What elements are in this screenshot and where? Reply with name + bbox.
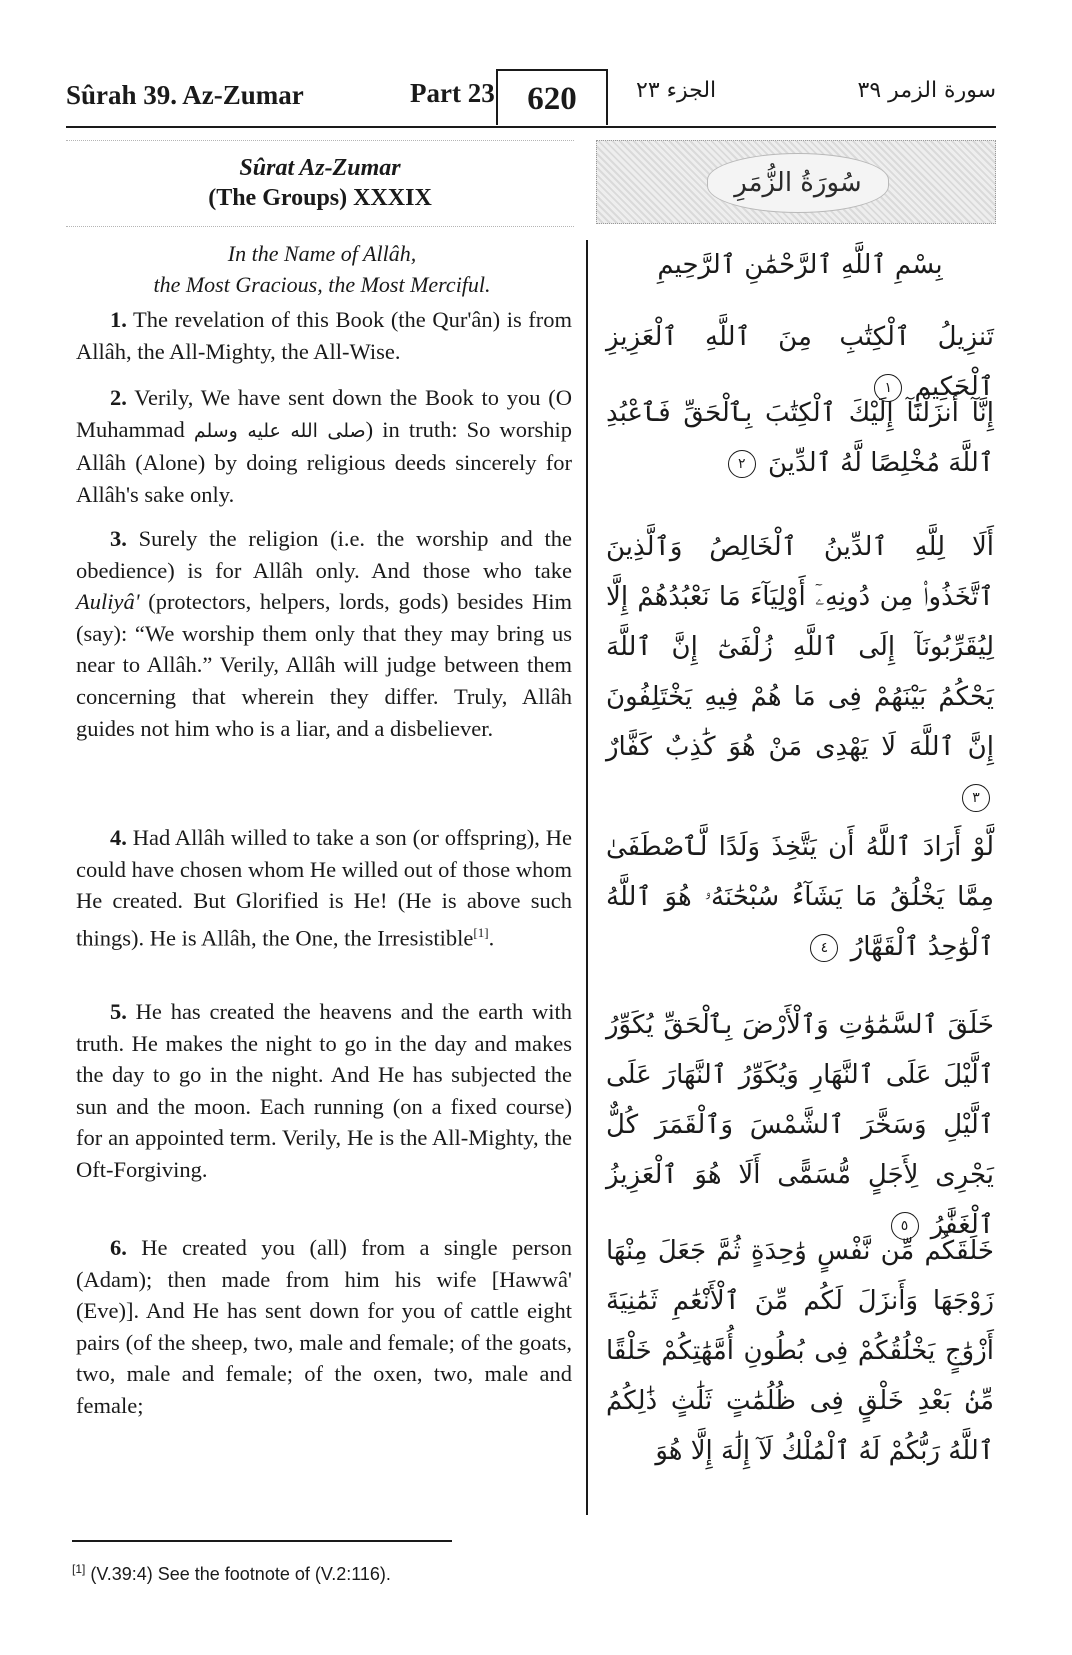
verse-text: The revelation of this Book (the Qur'ân) is from Allâh, the All-Mighty, the All-Wise.	[76, 307, 573, 364]
inline-arabic-salutation: صلى الله عليه وسلم	[193, 419, 366, 442]
verse-end-marker: ٣	[962, 784, 990, 812]
verse-number: 3.	[110, 526, 127, 551]
header-rule	[66, 126, 996, 128]
arabic-verse-text: إِنَّآ أَنزَلْنَآ إِلَيْكَ ٱلْكِتَٰبَ بِٱلْحَقِّ فَٱعْبُدِ ٱللَّهَ مُخْلِصًا لَّهُ ٱلدِّينَ	[606, 398, 994, 478]
verse-5-arabic	[606, 1000, 994, 1250]
verse-text-a: Verily, We have sent down the Book to you (O Muhammad	[76, 385, 573, 442]
footnote-marker: [1]	[72, 1562, 86, 1576]
arabic-verse-text: خَلَقَ ٱلسَّمَٰوَٰتِ وَٱلْأَرْضَ بِٱلْحَقِّ يُكَوِّرُ ٱلَّيْلَ عَلَى ٱلنَّهَارِ وَيُكَوِّرُ ٱلنَّهَارَ عَلَى ٱلَّيْلِ وَسَخَّرَ ٱلشَّمْسَ وَٱلْقَمَرَ كُلٌّ يَجْرِى لِأَجَلٍ مُّسَمًّى أَلَا هُوَ ٱلْعَزِيزُ ٱلْغَفَّٰرُ	[606, 1010, 994, 1240]
verse-end-marker: ٢	[728, 450, 756, 478]
verse-text-a: Surely the religion (i.e. the worship and the obedience) is for Allâh only. And those who take	[76, 526, 573, 583]
surah-title: Sûrat Az-Zumar	[239, 155, 401, 181]
verse-4-arabic	[606, 822, 994, 972]
header-arabic-surah: سورة الزمر ٣٩	[857, 78, 996, 103]
verse-end-marker: ١	[874, 374, 902, 402]
verse-text: Had Allâh willed to take a son (or offspring), He could have chosen whom He willed out of those whom He created. But Glorified is He! (He is above such things). He is Allâh, the One, the Irresistible	[76, 825, 573, 951]
surah-title-block	[66, 140, 574, 227]
verse-number: 2.	[110, 385, 127, 410]
surah-subtitle: (The Groups) XXXIX	[208, 185, 432, 211]
verse-text: He created you (all) from a single person (Adam); then made from him his wife [Hawwâ' (Eve)]. And He has sent down for you of cattle eight pairs (of the sheep, two, male and female; of the goats, two, male and female; of the oxen, two, male and female;	[76, 1235, 573, 1418]
verse-text-b: ) in truth: So worship Allâh (Alone) by doing religious deeds sincerely for Allâh's sake only.	[76, 416, 572, 507]
verse-text-end: .	[488, 925, 495, 951]
verse-3-arabic	[606, 522, 994, 822]
verse-4-english	[76, 822, 572, 954]
arabic-surah-name: سُورَةُ الزُّمَرِ	[707, 153, 889, 213]
verse-number: 6.	[110, 1235, 127, 1260]
verse-3-english	[76, 523, 572, 744]
footnote	[72, 1562, 391, 1585]
arabic-verse-text: خَلَقَكُم مِّن نَّفْسٍ وَٰحِدَةٍ ثُمَّ جَعَلَ مِنْهَا زَوْجَهَا وَأَنزَلَ لَكُم مِّنَ ٱلْأَنْعَٰمِ ثَمَٰنِيَةَ أَزْوَٰجٍ يَخْلُقُكُمْ فِى بُطُونِ أُمَّهَٰتِكُمْ خَلْقًا مِّنۢ بَعْدِ خَلْقٍ فِى ظُلُمَٰتٍ ثَلَٰثٍ ذَٰلِكُمُ ٱللَّهُ رَبُّكُمْ لَهُ ٱلْمُلْكُ لَآ إِلَٰهَ إِلَّا هُوَ	[606, 1236, 994, 1466]
header-arabic-part: الجزء ٢٣	[636, 78, 717, 103]
page-header	[66, 66, 996, 126]
arabic-verse-text: أَلَا لِلَّهِ ٱلدِّينُ ٱلْخَالِصُ وَٱلَّذِينَ ٱتَّخَذُوا۟ مِن دُونِهِۦٓ أَوْلِيَآءَ مَا نَعْبُدُهُمْ إِلَّا لِيُقَرِّبُونَآ إِلَى ٱللَّهِ زُلْفَىٰٓ إِنَّ ٱللَّهَ يَحْكُمُ بَيْنَهُمْ فِى مَا هُمْ فِيهِ يَخْتَلِفُونَ إِنَّ ٱللَّهَ لَا يَهْدِى مَنْ هُوَ كَٰذِبٌ كَفَّارٌ	[606, 532, 994, 762]
verse-1-english	[76, 304, 572, 367]
verse-end-marker: ٥	[891, 1212, 919, 1240]
header-part: Part 23	[410, 78, 495, 108]
verse-2-arabic	[606, 388, 994, 488]
header-surah-title: Sûrah 39. Az-Zumar	[66, 80, 304, 110]
bismillah-english	[72, 238, 572, 300]
arabic-verse-text: لَّوْ أَرَادَ ٱللَّهُ أَن يَتَّخِذَ وَلَدًا لَّٱصْطَفَىٰ مِمَّا يَخْلُقُ مَا يَشَآءُ سُبْحَٰنَهُۥ هُوَ ٱللَّهُ ٱلْوَٰحِدُ ٱلْقَهَّارُ	[606, 832, 994, 962]
verse-6-english	[76, 1232, 572, 1422]
verse-number: 5.	[110, 999, 127, 1024]
bismillah-line-2: the Most Gracious, the Most Merciful.	[153, 272, 491, 297]
verse-end-marker: ٤	[810, 934, 838, 962]
verse-number: 4.	[110, 825, 127, 850]
footnote-text: (V.39:4) See the footnote of (V.2:116).	[90, 1564, 391, 1584]
bismillah-arabic: بِسْمِ ٱللَّهِ ٱلرَّحْمَٰنِ ٱلرَّحِيمِ	[657, 250, 943, 280]
footnote-reference[interactable]: [1]	[473, 924, 489, 940]
arabic-title-banner	[596, 140, 996, 224]
verse-6-arabic	[606, 1226, 994, 1476]
verse-number: 1.	[110, 307, 127, 332]
footnote-rule	[72, 1540, 452, 1542]
bismillah-line-1: In the Name of Allâh,	[227, 241, 417, 266]
column-divider	[586, 240, 588, 1515]
verse-italic-term: Auliyâ'	[76, 589, 140, 615]
verse-text-b: (protectors, helpers, lords, gods) besides Him (say): “We worship them only that they may bring us near to Allâh.” Verily, Allâh will judge between them concerning that wherein they differ. Truly, Allâh guides not him who is a liar, and a disbeliever.	[76, 589, 572, 741]
verse-text: He has created the heavens and the earth with truth. He makes the night to go in the day and makes the day to go in the night. And He has subjected the sun and the moon. Each running (on a fixed course) for an appointed term. Verily, He is the All-Mighty, the Oft-Forgiving.	[76, 999, 573, 1182]
page-number: 620	[496, 69, 608, 125]
verse-2-english	[76, 382, 572, 510]
verse-5-english	[76, 996, 572, 1186]
arabic-verse-text: تَنزِيلُ ٱلْكِتَٰبِ مِنَ ٱللَّهِ ٱلْعَزِيزِ ٱلْحَكِيمِ	[606, 322, 994, 402]
